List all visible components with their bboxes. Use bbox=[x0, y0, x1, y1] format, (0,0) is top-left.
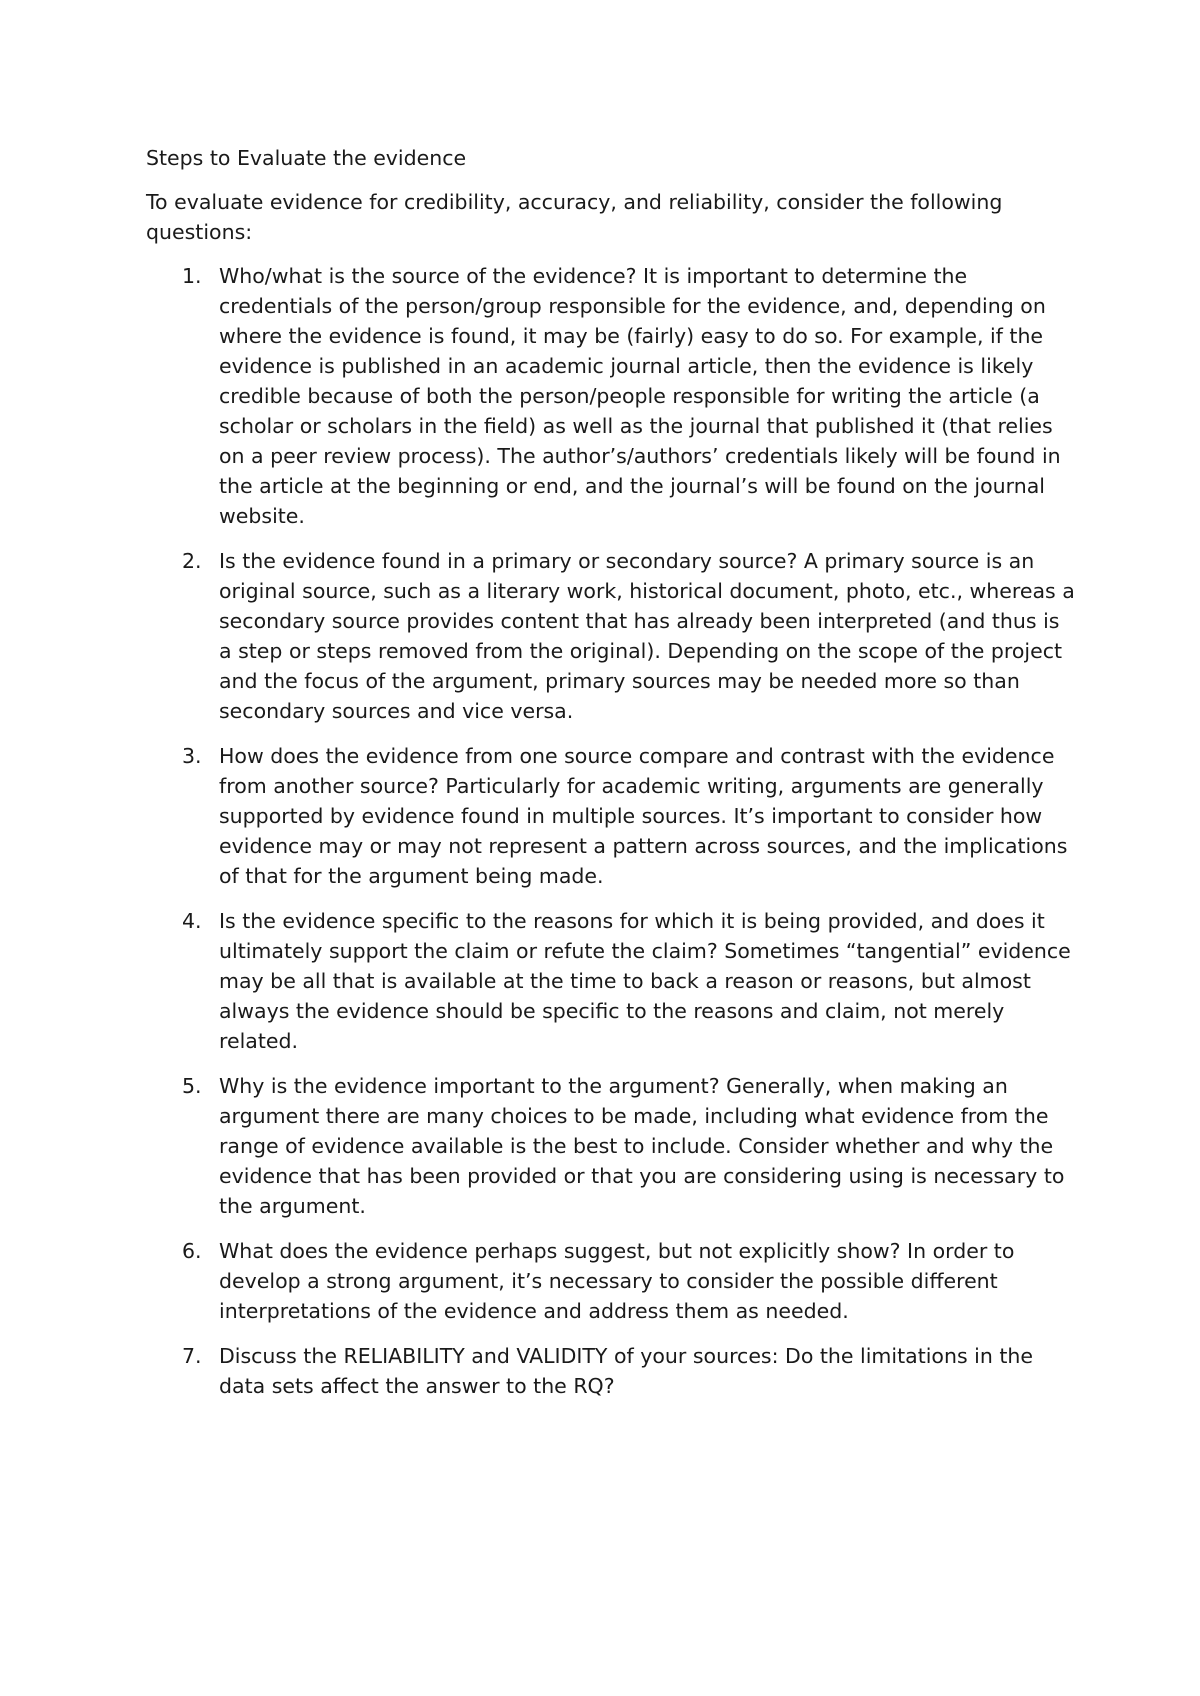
list-item bbox=[146, 906, 1076, 1056]
question-list bbox=[146, 261, 1076, 1401]
list-item-text: Discuss the RELIABILITY and VALIDITY of your sources: Do the limitations in the data sets affect the answer to the RQ? bbox=[219, 1344, 1034, 1398]
list-item-number: 2. bbox=[182, 549, 202, 573]
list-item-text: Why is the evidence important to the argument? Generally, when making an argument there are many choices to be made, including what evidence from the range of evidence available is the best to include. Consider whether and why the evidence that has been provided or that you are considering using is necessary to the argument. bbox=[219, 1074, 1065, 1218]
list-item-text: What does the evidence perhaps suggest, but not explicitly show? In order to develop a strong argument, it’s necessary to consider the possible different interpretations of the evidence and address them as needed. bbox=[219, 1239, 1015, 1323]
list-item-number: 6. bbox=[182, 1239, 202, 1263]
list-item-number: 1. bbox=[182, 264, 202, 288]
list-item-number: 5. bbox=[182, 1074, 202, 1098]
list-item bbox=[146, 1341, 1076, 1401]
list-item bbox=[146, 546, 1076, 726]
list-item bbox=[146, 261, 1076, 531]
list-item-text: Is the evidence found in a primary or secondary source? A primary source is an original source, such as a literary work, historical document, photo, etc., whereas a secondary source provides content that has already been interpreted (and thus is a step or steps removed from the original). Depending on the scope of the project and the focus of the argument, primary sources may be needed more so than secondary sources and vice versa. bbox=[219, 549, 1075, 723]
list-item bbox=[146, 1071, 1076, 1221]
intro-paragraph: To evaluate evidence for credibility, accuracy, and reliability, consider the following questions: bbox=[146, 190, 1003, 244]
list-item-text: How does the evidence from one source compare and contrast with the evidence from another source? Particularly for academic writing, arguments are generally supported by evidence found in multiple sources. It’s important to consider how evidence may or may not represent a pattern across sources, and the implications of that for the argument being made. bbox=[219, 744, 1068, 888]
list-item-text: Who/what is the source of the evidence? It is important to determine the credentials of the person/group responsible for the evidence, and, depending on where the evidence is found, it may be (fairly) easy to do so. For example, if the evidence is published in an academic journal article, then the evidence is likely credible because of both the person/people responsible for writing the article (a scholar or scholars in the field) as well as the journal that published it (that relies on a peer review process). The author’s/authors’ credentials likely will be found in the article at the beginning or end, and the journal’s will be found on the journal website. bbox=[219, 264, 1061, 528]
list-item-text: Is the evidence specific to the reasons for which it is being provided, and does it ultimately support the claim or refute the claim? Sometimes “tangential” evidence may be all that is available at the time to back a reason or reasons, but almost always the evidence should be specific to the reasons and claim, not merely related. bbox=[219, 909, 1071, 1053]
document-body bbox=[146, 143, 1076, 1416]
list-item-number: 4. bbox=[182, 909, 202, 933]
list-item-number: 3. bbox=[182, 744, 202, 768]
list-item-number: 7. bbox=[182, 1344, 202, 1368]
list-item bbox=[146, 1236, 1076, 1326]
list-item bbox=[146, 741, 1076, 891]
page-title: Steps to Evaluate the evidence bbox=[146, 146, 467, 170]
